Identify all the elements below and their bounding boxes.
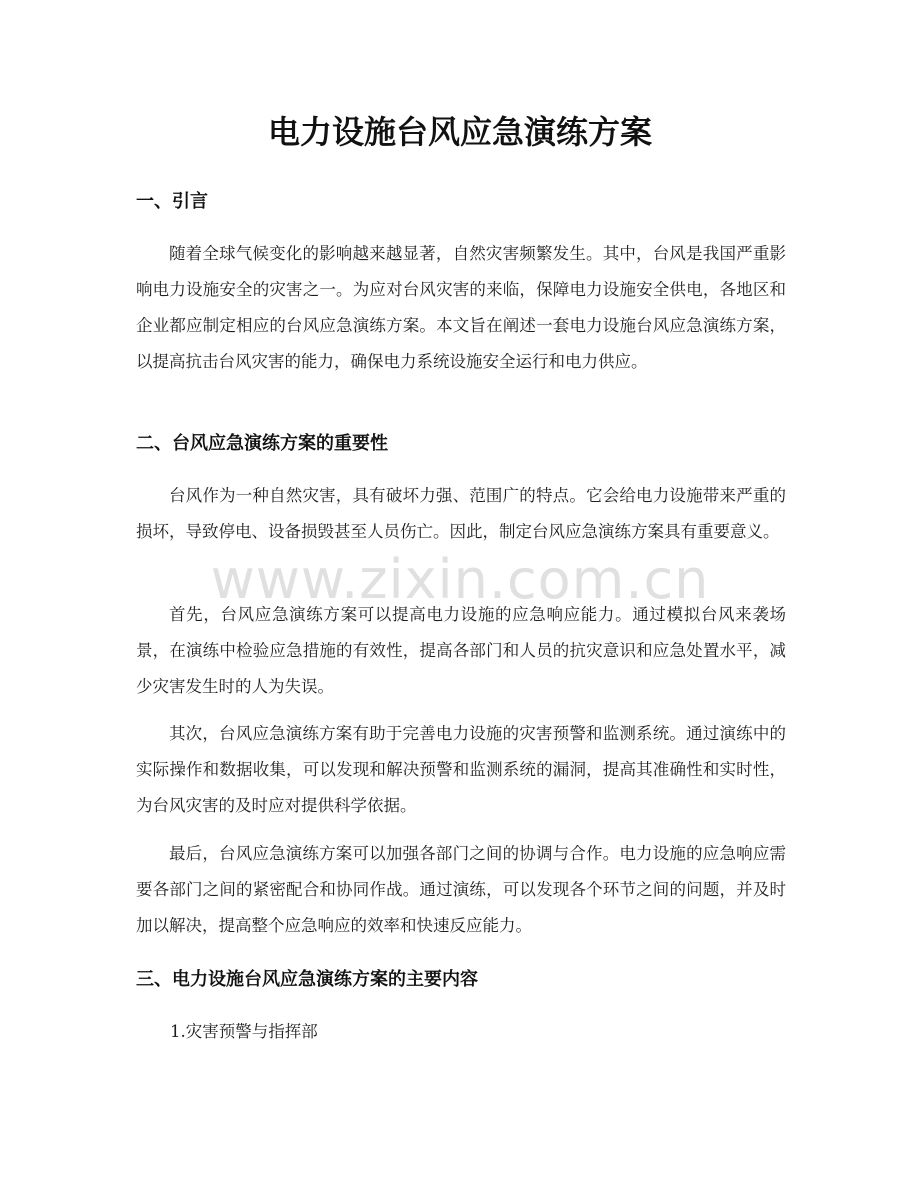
paragraph-introduction: 随着全球气候变化的影响越来越显著，自然灾害频繁发生。其中，台风是我国严重影响电力设施安全的灾害之一。为应对台风灾害的来临，保障电力设施安全供电，各地区和企业都应制定相应的台风应急演练方案。本文旨在阐述一套电力设施台风应急演练方案，以提高抗击台风灾害的能力，确保电力系统设施安全运行和电力供应。 — [136, 244, 786, 371]
document-title: 电力设施台风应急演练方案 — [267, 113, 652, 151]
watermark: www.zixin.com.cn — [210, 548, 710, 611]
paragraph-importance-1: 台风作为一种自然灾害，具有破坏力强、范围广的特点。它会给电力设施带来严重的损坏，导致停电、设备损毁甚至人员伤亡。因此，制定台风应急演练方案具有重要意义。 — [136, 486, 786, 541]
section-heading-main-content: 三、电力设施台风应急演练方案的主要内容 — [136, 969, 478, 990]
paragraph-importance-2: 首先，台风应急演练方案可以提高电力设施的应急响应能力。通过模拟台风来袭场景，在演练中检验应急措施的有效性，提高各部门和人员的抗灾意识和应急处置水平，减少灾害发生时的人为失误。 — [136, 605, 786, 696]
paragraph-importance-4: 最后，台风应急演练方案可以加强各部门之间的协调与合作。电力设施的应急响应需要各部门之间的紧密配合和协同作战。通过演练，可以发现各个环节之间的问题，并及时加以解决，提高整个应急响应的效率和快速反应能力。 — [136, 844, 786, 935]
list-item-warning-command: 1.灾害预警与指挥部 — [170, 1022, 318, 1041]
paragraph-importance-3: 其次，台风应急演练方案有助于完善电力设施的灾害预警和监测系统。通过演练中的实际操作和数据收集，可以发现和解决预警和监测系统的漏洞，提高其准确性和实时性，为台风灾害的及时应对提供科学依据。 — [136, 724, 786, 815]
section-heading-introduction: 一、引言 — [136, 191, 208, 212]
section-heading-importance: 二、台风应急演练方案的重要性 — [136, 433, 388, 454]
